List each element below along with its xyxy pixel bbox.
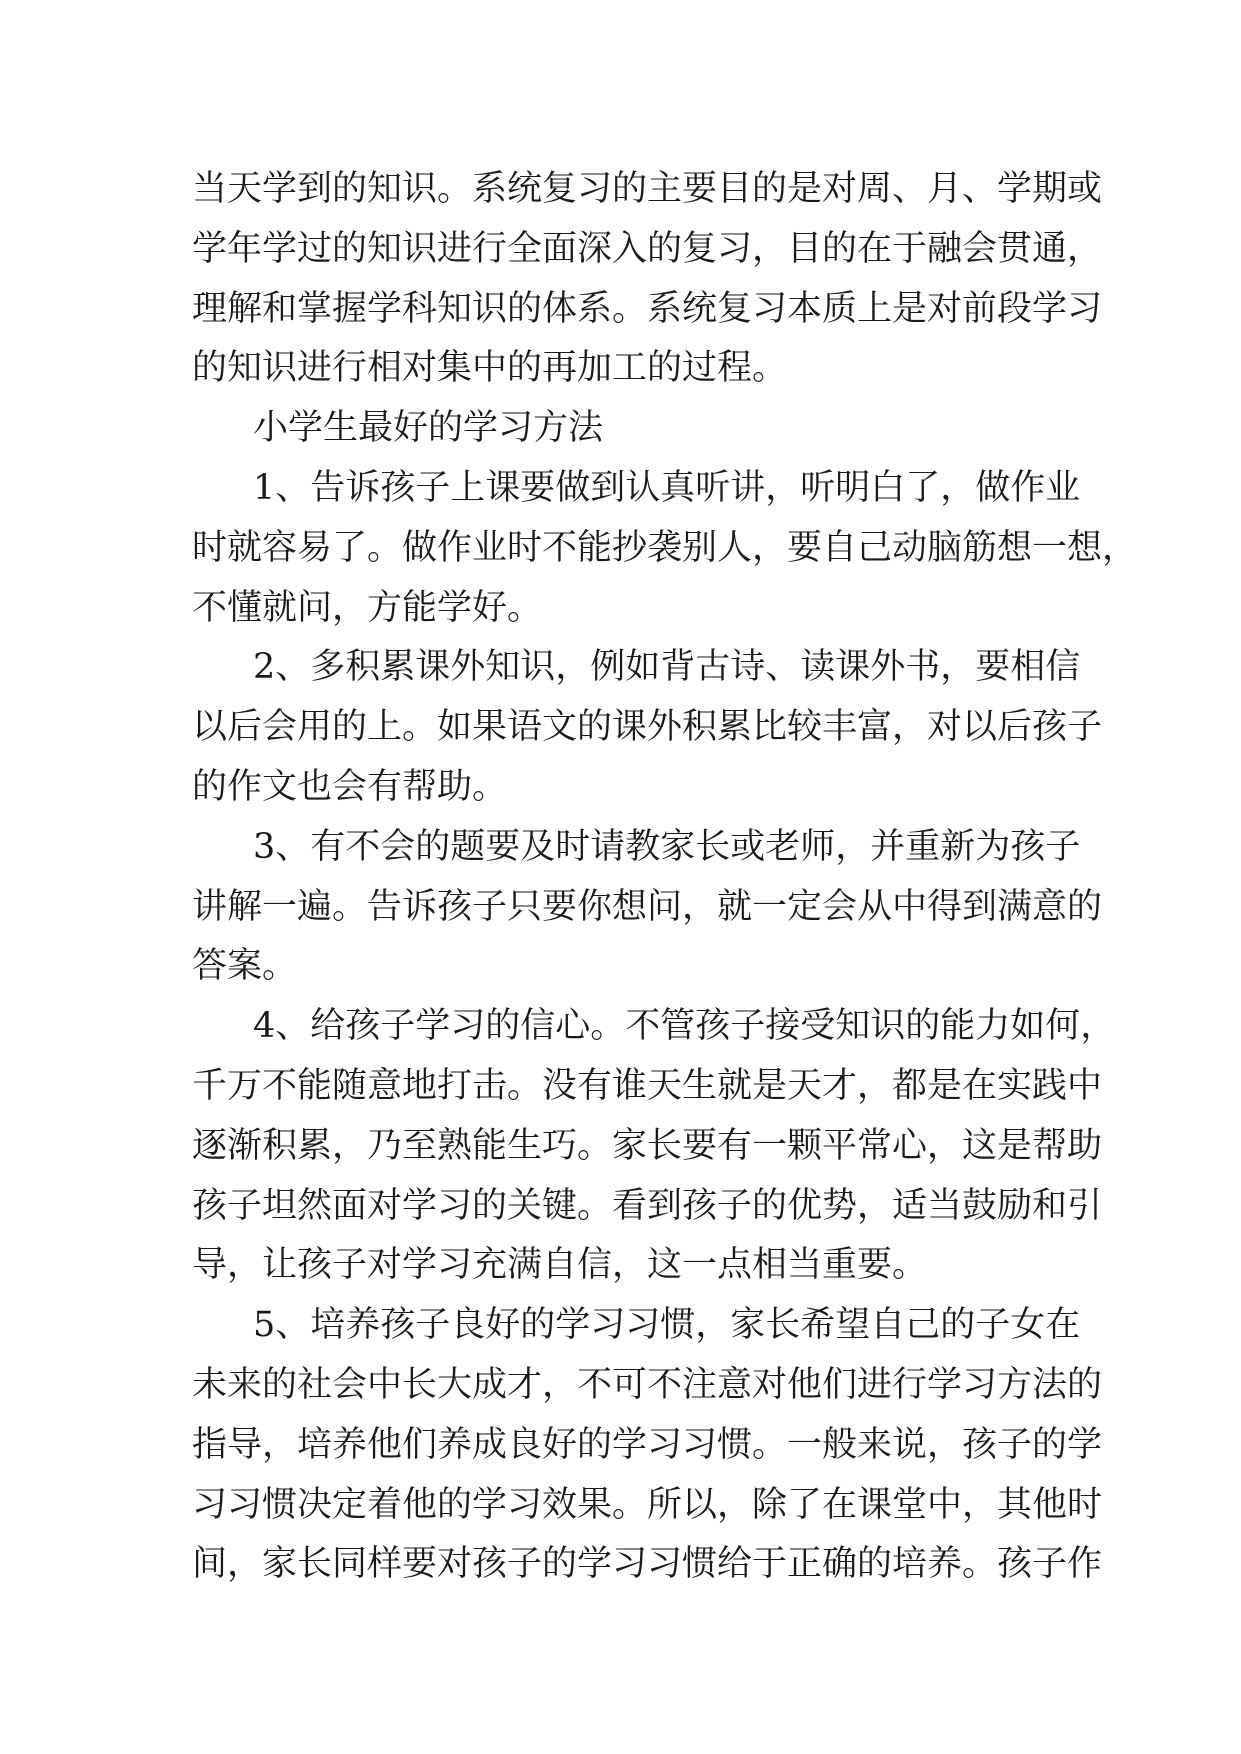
paragraph-first-line: 3、有不会的题要及时请教家长或老师，并重新为孩子: [253, 826, 1081, 867]
paragraph-line: 逐渐积累，乃至熟能生巧。家长要有一颗平常心，这是帮助: [192, 1125, 1103, 1166]
paragraph-line: 间，家长同样要对孩子的学习习惯给于正确的培养。孩子作: [192, 1544, 1103, 1585]
paragraph-line: 讲解一遍。告诉孩子只要你想问，就一定会从中得到满意的: [192, 886, 1103, 927]
body-text: [192, 160, 1138, 1595]
paragraph-line: 指导，培养他们养成良好的学习习惯。一般来说，孩子的学: [192, 1424, 1103, 1465]
paragraph-line: 千万不能随意地打击。没有谁天生就是天才，都是在实践中: [192, 1065, 1103, 1106]
paragraph-line: 导，让孩子对学习充满自信，这一点相当重要。: [192, 1245, 928, 1286]
paragraph-line: 理解和掌握学科知识的体系。系统复习本质上是对前段学习: [192, 288, 1103, 329]
paragraph-line: 时就容易了。做作业时不能抄袭别人，要自己动脑筋想一想，: [192, 527, 1138, 568]
paragraph-line: 不懂就问，方能学好。: [192, 587, 543, 628]
paragraph-line: 答案。: [192, 946, 298, 987]
paragraph-line: 孩子坦然面对学习的关键。看到孩子的优势，适当鼓励和引: [192, 1185, 1103, 1226]
paragraph-first-line: 5、培养孩子良好的学习习惯，家长希望自己的子女在: [253, 1305, 1081, 1346]
paragraph-first-line: 小学生最好的学习方法: [253, 408, 604, 449]
paragraph-line: 习习惯决定着他的学习效果。所以，除了在课堂中，其他时: [192, 1484, 1103, 1525]
paragraph-first-line: 2、多积累课外知识，例如背古诗、读课外书，要相信: [253, 647, 1081, 688]
paragraph-line: 的知识进行相对集中的再加工的过程。: [192, 348, 788, 389]
paragraph-line: 未来的社会中长大成才，不可不注意对他们进行学习方法的: [192, 1364, 1103, 1405]
paragraph-first-line: 1、告诉孩子上课要做到认真听讲，听明白了，做作业: [253, 467, 1081, 508]
paragraph-line: 的作文也会有帮助。: [192, 766, 508, 807]
paragraph-first-line: 4、给孩子学习的信心。不管孩子接受知识的能力如何，: [253, 1006, 1116, 1047]
paragraph-line: 当天学到的知识。系统复习的主要目的是对周、月、学期或: [192, 169, 1103, 209]
paragraph-line: 学年学过的知识进行全面深入的复习，目的在于融会贯通，: [192, 228, 1103, 269]
paragraph-line: 以后会用的上。如果语文的课外积累比较丰富，对以后孩子: [192, 707, 1103, 748]
